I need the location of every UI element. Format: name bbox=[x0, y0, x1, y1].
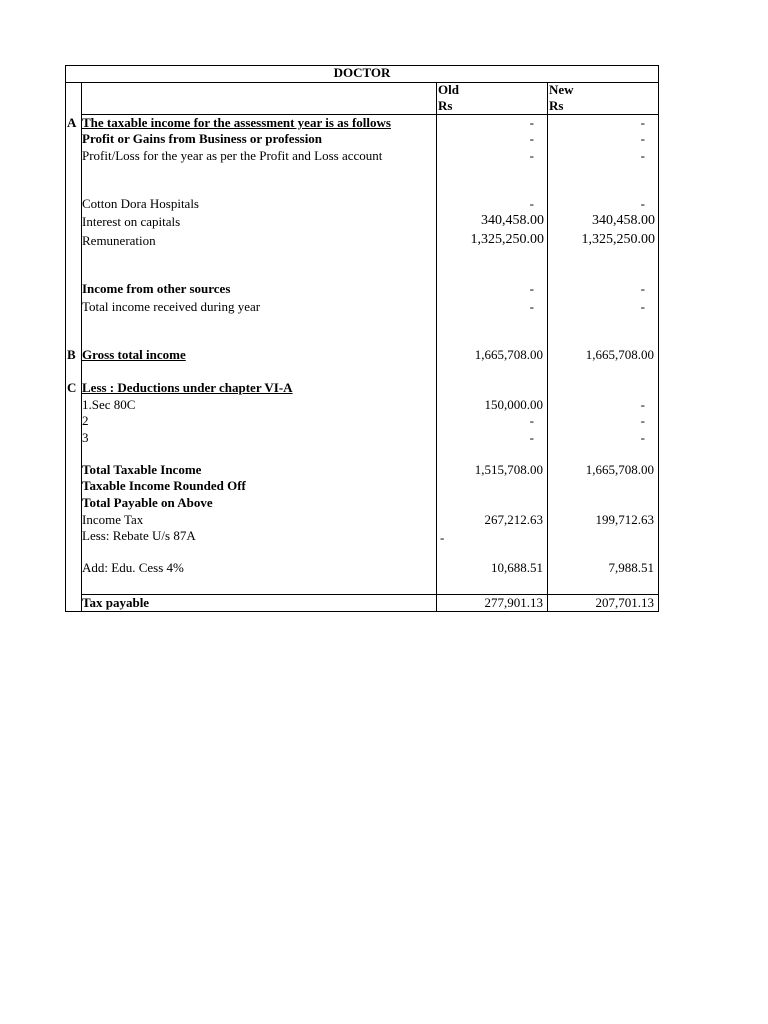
old-column-left-divider bbox=[436, 82, 437, 612]
old-value: - bbox=[529, 196, 534, 211]
sheet-border-left bbox=[65, 65, 66, 612]
old-value: 10,688.51 bbox=[491, 560, 543, 575]
new-value: 199,712.63 bbox=[595, 512, 654, 527]
old-value: 1,515,708.00 bbox=[474, 462, 543, 477]
row-rebate-87a: Less: Rebate U/s 87A bbox=[82, 528, 196, 543]
row-deductions-heading: Less : Deductions under chapter VI-A bbox=[82, 380, 293, 395]
rebate-dash: - bbox=[440, 530, 445, 545]
old-value: 1,325,250.00 bbox=[470, 232, 544, 247]
row-edu-cess: Add: Edu. Cess 4% bbox=[82, 560, 184, 575]
old-value: - bbox=[529, 131, 534, 146]
new-value: 207,701.13 bbox=[595, 595, 654, 610]
row-cotton-dora-hospitals: Cotton Dora Hospitals bbox=[82, 196, 199, 211]
tax-computation-sheet bbox=[65, 65, 659, 612]
row-gross-total-income: Gross total income bbox=[82, 347, 186, 362]
row-deduction-2: 2 bbox=[82, 413, 89, 428]
section-a-marker: A bbox=[67, 115, 77, 130]
old-value: 150,000.00 bbox=[484, 397, 543, 412]
old-value: - bbox=[529, 281, 534, 296]
new-value: 1,325,250.00 bbox=[581, 232, 655, 247]
row-profit-loss-account: Profit/Loss for the year as per the Profit and Loss account bbox=[82, 148, 383, 163]
new-value: 1,665,708.00 bbox=[585, 347, 654, 362]
new-value: - bbox=[640, 281, 645, 296]
new-value: - bbox=[640, 413, 645, 428]
new-value: - bbox=[640, 196, 645, 211]
new-value: - bbox=[640, 397, 645, 412]
new-value: 7,988.51 bbox=[608, 560, 654, 575]
row-interest-on-capitals: Interest on capitals bbox=[82, 214, 181, 229]
section-c-marker: C bbox=[67, 380, 77, 395]
col-new-unit: Rs bbox=[549, 98, 564, 113]
old-value: 340,458.00 bbox=[481, 213, 544, 228]
old-value: - bbox=[529, 430, 534, 445]
new-value: - bbox=[640, 148, 645, 163]
old-value: - bbox=[529, 299, 534, 314]
row-tax-payable: Tax payable bbox=[82, 595, 150, 610]
row-total-payable-above: Total Payable on Above bbox=[82, 495, 213, 510]
row-profit-gains-business: Profit or Gains from Business or profession bbox=[82, 131, 323, 146]
row-sec-80c: 1.Sec 80C bbox=[82, 397, 136, 412]
col-old-unit: Rs bbox=[438, 98, 453, 113]
new-value: 340,458.00 bbox=[592, 213, 655, 228]
row-income-other-sources: Income from other sources bbox=[82, 281, 231, 296]
old-value: - bbox=[529, 413, 534, 428]
sheet-border-bottom bbox=[65, 611, 659, 612]
col-old-header: Old bbox=[438, 82, 459, 97]
new-value: - bbox=[640, 430, 645, 445]
row-total-taxable-income: Total Taxable Income bbox=[82, 462, 202, 477]
tax-payable-divider bbox=[81, 594, 659, 595]
old-value: 277,901.13 bbox=[484, 595, 543, 610]
row-income-tax: Income Tax bbox=[82, 512, 144, 527]
new-value: - bbox=[640, 115, 645, 130]
sheet-border-right bbox=[658, 65, 659, 612]
new-value: - bbox=[640, 299, 645, 314]
old-value: - bbox=[529, 148, 534, 163]
row-taxable-income-heading: The taxable income for the assessment year is as follows bbox=[82, 115, 391, 130]
section-b-marker: B bbox=[67, 347, 76, 362]
page-title: DOCTOR bbox=[333, 65, 391, 80]
new-value: - bbox=[640, 131, 645, 146]
new-column-left-divider bbox=[547, 82, 548, 612]
row-total-income-received: Total income received during year bbox=[82, 299, 261, 314]
old-value: 1,665,708.00 bbox=[474, 347, 543, 362]
old-value: - bbox=[529, 115, 534, 130]
new-value: 1,665,708.00 bbox=[585, 462, 654, 477]
row-remuneration: Remuneration bbox=[82, 233, 156, 248]
row-deduction-3: 3 bbox=[82, 430, 89, 445]
col-new-header: New bbox=[549, 82, 574, 97]
row-taxable-income-rounded: Taxable Income Rounded Off bbox=[82, 478, 246, 493]
old-value: 267,212.63 bbox=[484, 512, 543, 527]
